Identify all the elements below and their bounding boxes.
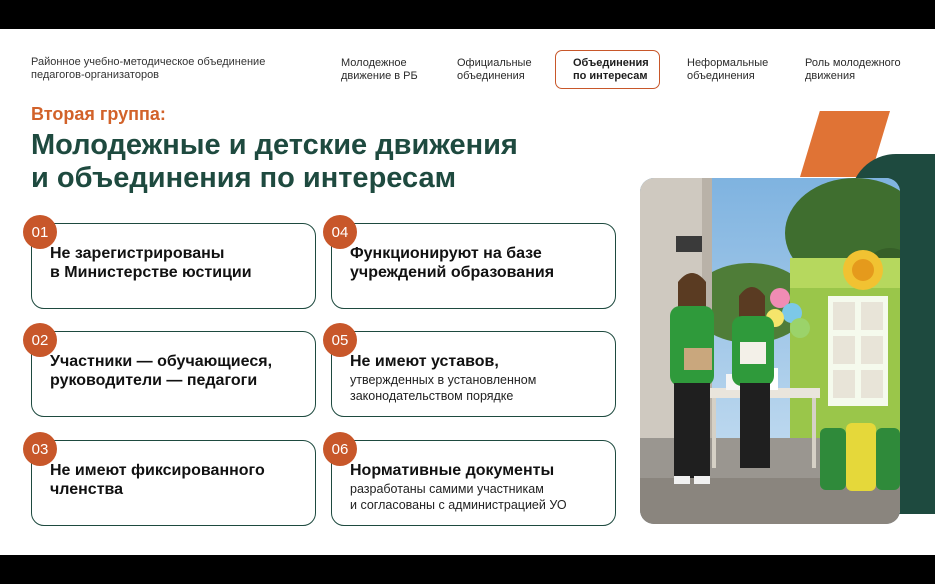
card-title: Не имеют уставов, — [350, 353, 499, 370]
card-title — [50, 352, 310, 390]
nav-item-label-line2: объединения — [457, 70, 525, 82]
card-description-line1: разработаны самими участникам — [350, 482, 544, 496]
nav-item-interest-associations[interactable] — [555, 50, 660, 89]
nav-item-label-line1: Роль молодежного — [805, 57, 901, 69]
organization-name-line2: педагогов-организаторов — [31, 69, 160, 81]
info-card-02 — [31, 331, 316, 417]
card-title: Нормативные документы — [350, 462, 555, 479]
card-description-line2: и согласованы с администрацией УО — [350, 498, 567, 512]
card-title-line2: в Министерстве юстиции — [50, 264, 252, 281]
card-description — [350, 372, 610, 404]
card-title-line1: Не зарегистрированы — [50, 245, 225, 262]
page-title — [31, 129, 611, 195]
card-title-line2: учреждений образования — [350, 264, 555, 281]
card-description-line2: законодательством порядке — [350, 389, 514, 403]
card-title — [50, 244, 310, 282]
card-number-badge: 01 — [23, 215, 57, 249]
nav-item-label-line2: объединения — [687, 70, 755, 82]
card-title-line2: руководители — педагоги — [50, 372, 258, 389]
nav-item-youth-movement[interactable] — [341, 57, 418, 83]
info-card-04 — [331, 223, 616, 309]
slide — [0, 29, 935, 555]
nav-item-label-line1: Молодежное — [341, 57, 407, 69]
event-photo-illustration — [640, 178, 900, 524]
card-number-badge: 05 — [323, 323, 357, 357]
nav-item-official-associations[interactable] — [457, 57, 532, 83]
card-title — [350, 244, 610, 282]
card-title-line1: Функционируют на базе — [350, 245, 542, 262]
info-card-03 — [31, 440, 316, 526]
card-number-badge: 04 — [323, 215, 357, 249]
card-title — [50, 461, 310, 499]
card-description — [350, 481, 610, 513]
page-title-line1: Молодежные и детские движения — [31, 129, 518, 161]
info-card-06 — [331, 440, 616, 526]
info-card-05 — [331, 331, 616, 417]
card-number-badge: 06 — [323, 432, 357, 466]
card-title-line1: Участники — обучающиеся, — [50, 353, 273, 370]
nav-item-label-line1: Официальные — [457, 57, 532, 69]
event-photo — [640, 178, 900, 524]
section-subtitle: Вторая группа: — [31, 104, 166, 124]
nav-item-label-line1: Неформальные — [687, 57, 769, 69]
page-title-line2: и объединения по интересам — [31, 162, 457, 194]
card-description-line1: утвержденных в установленном — [350, 373, 537, 387]
info-card-01 — [31, 223, 316, 309]
nav-item-label-line2: движение в РБ — [341, 70, 418, 82]
nav-item-informal-associations[interactable] — [687, 57, 768, 83]
card-number-badge: 02 — [23, 323, 57, 357]
nav-item-label-line1: Объединения — [573, 57, 649, 69]
nav-item-label-line2: по интересам — [573, 70, 648, 82]
card-title-line1: Не имеют фиксированного — [50, 462, 265, 479]
nav-item-role-of-youth-movement[interactable] — [805, 57, 901, 83]
card-number-badge: 03 — [23, 432, 57, 466]
card-title-line2: членства — [50, 481, 124, 498]
organization-name-line1: Районное учебно-методическое объединение — [31, 56, 266, 68]
organization-name — [31, 56, 291, 82]
nav-item-label-line2: движения — [805, 70, 856, 82]
